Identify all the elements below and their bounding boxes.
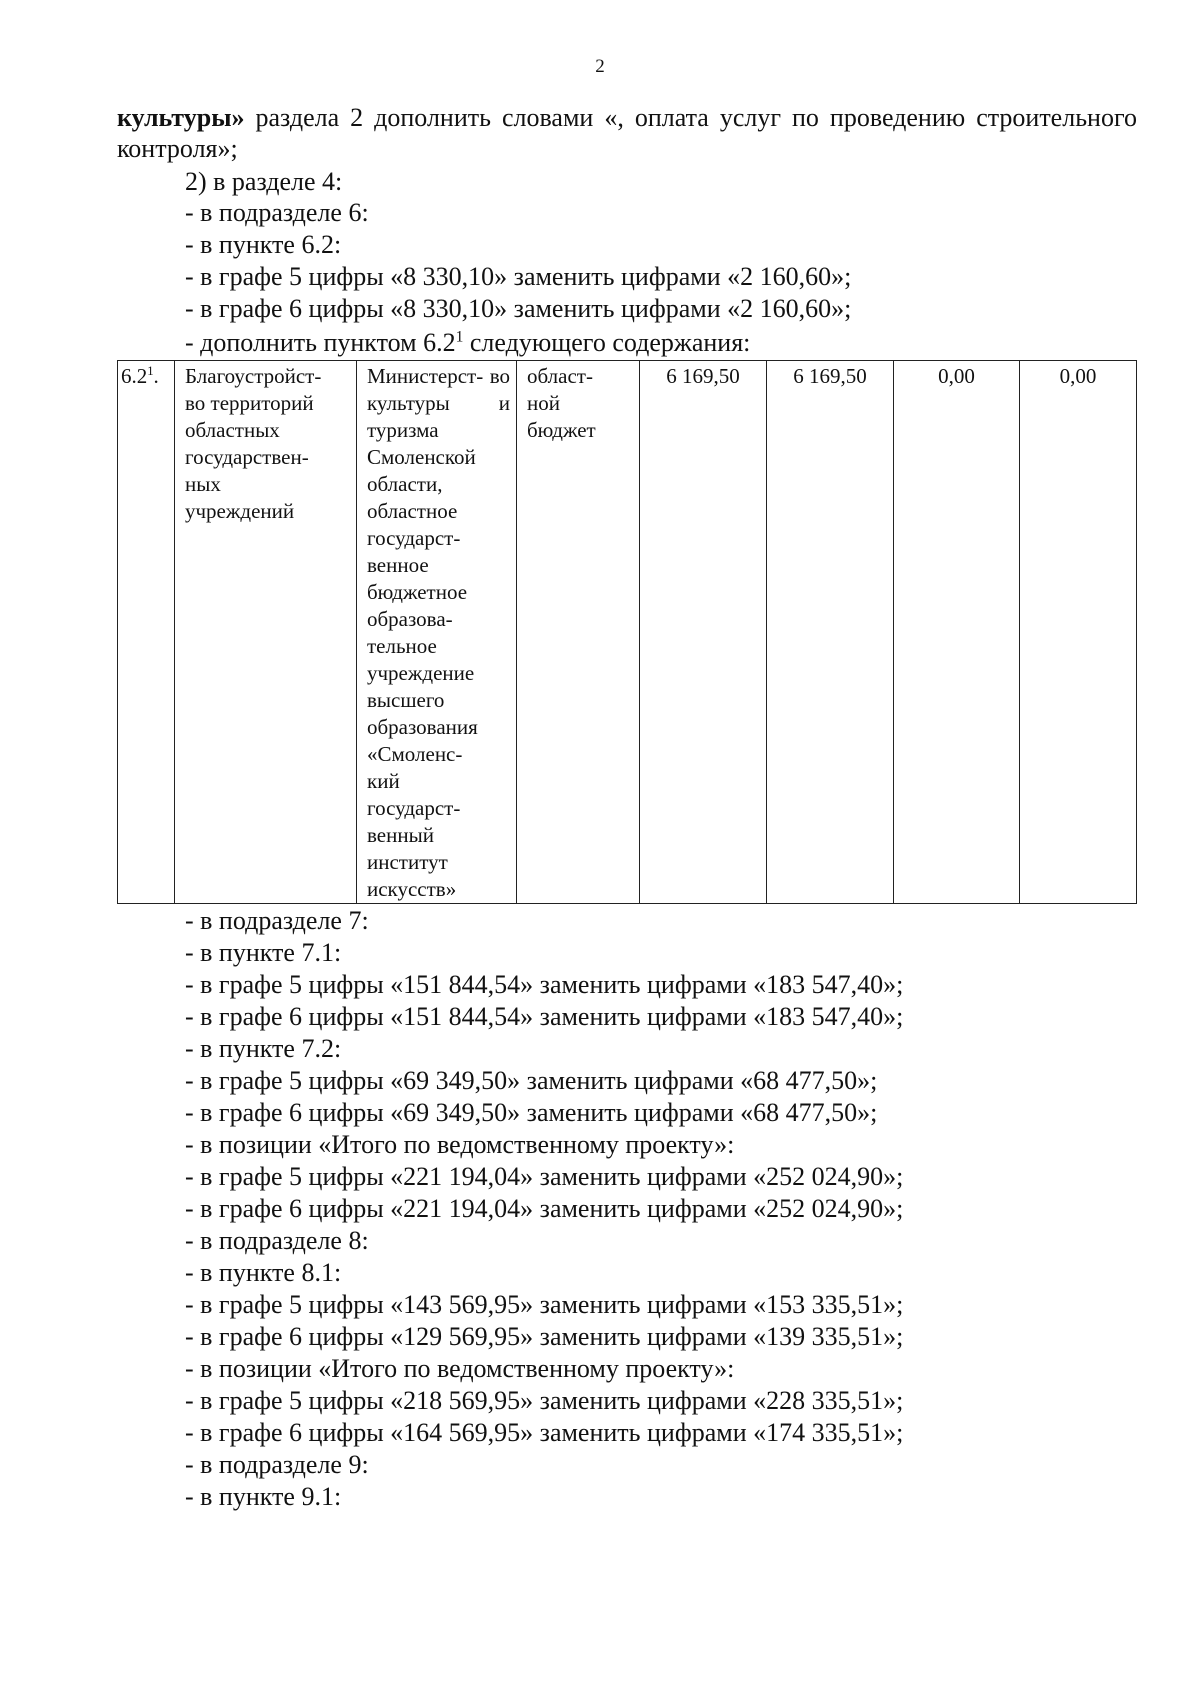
col6-change-7-1: - в графе 6 цифры «151 844,54» заменить цифрами «183 547,40»; [185, 1002, 904, 1031]
intro-bold-lead: культуры» [117, 103, 245, 132]
value-cell-col8: 0,00 [1020, 361, 1137, 904]
executor-first-lines: Министерст- во культуры и туризма [367, 364, 510, 442]
subsection-8-line: - в подразделе 8: [185, 1226, 369, 1255]
subsection-7-line: - в подразделе 7: [185, 906, 369, 935]
add-point-sup: 1 [455, 328, 464, 346]
point-9-1-line: - в пункте 9.1: [185, 1482, 342, 1511]
col5-change-7-1: - в графе 5 цифры «151 844,54» заменить цифрами «183 547,40»; [185, 970, 904, 999]
col6-change-7-2: - в графе 6 цифры «69 349,50» заменить цифрами «68 477,50»; [185, 1098, 878, 1127]
col6-change-total-7: - в графе 6 цифры «221 194,04» заменить цифрами «252 024,90»; [185, 1194, 904, 1223]
table-row [118, 361, 1137, 904]
col6-change-8-1: - в графе 6 цифры «129 569,95» заменить цифрами «139 335,51»; [185, 1322, 904, 1351]
point-6-2-line: - в пункте 6.2: [185, 230, 342, 259]
event-name-cell: Благоустройст- во территорий областных государствен- ных учреждений [175, 361, 357, 904]
add-point-before: - дополнить пунктом 6.2 [185, 328, 456, 357]
point-7-1-line: - в пункте 7.1: [185, 938, 342, 967]
total-position-line-7: - в позиции «Итого по ведомственному проекту»: [185, 1130, 735, 1159]
subsection-6-line: - в подразделе 6: [185, 198, 369, 227]
col5-change-6-2: - в графе 5 цифры «8 330,10» заменить цифрами «2 160,60»; [185, 262, 852, 291]
col5-change-total-8: - в графе 5 цифры «218 569,95» заменить цифрами «228 335,51»; [185, 1386, 904, 1415]
value-cell-col5: 6 169,50 [640, 361, 767, 904]
col5-change-7-2: - в графе 5 цифры «69 349,50» заменить цифрами «68 477,50»; [185, 1066, 878, 1095]
funding-source-cell: област- ной бюджет [517, 361, 640, 904]
row-number-cell: $6.2^1$. [118, 361, 175, 904]
executor-cell: Министерст- во культуры и туризма Смоленской области, областное государст- венное бюджетное образова- тельное учреждение высшего образования «Смоленс- кий государст- венный институт искусств» [357, 361, 517, 904]
intro-text: раздела 2 дополнить словами «, оплата услуг по проведению строительного контроля»; [117, 103, 1137, 163]
value-cell-col6: 6 169,50 [767, 361, 894, 904]
subsection-9-line: - в подразделе 9: [185, 1450, 369, 1479]
total-position-line-8: - в позиции «Итого по ведомственному проекту»: [185, 1354, 735, 1383]
add-point-line [185, 328, 750, 358]
col5-change-total-7: - в графе 5 цифры «221 194,04» заменить цифрами «252 024,90»; [185, 1162, 904, 1191]
section-4-heading: 2) в разделе 4: [185, 167, 343, 196]
intro-paragraph [117, 102, 1137, 164]
row-number-sup: 1 [147, 364, 154, 378]
value-cell-col7: 0,00 [894, 361, 1020, 904]
col6-change-6-2: - в графе 6 цифры «8 330,10» заменить цифрами «2 160,60»; [185, 294, 852, 323]
point-8-1-line: - в пункте 8.1: [185, 1258, 342, 1287]
point-7-2-line: - в пункте 7.2: [185, 1034, 342, 1063]
col5-change-8-1: - в графе 5 цифры «143 569,95» заменить цифрами «153 335,51»; [185, 1290, 904, 1319]
amendment-table [117, 360, 1137, 904]
col6-change-total-8: - в графе 6 цифры «164 569,95» заменить цифрами «174 335,51»; [185, 1418, 904, 1447]
add-point-after: следующего содержания: [463, 328, 751, 357]
page-number: 2 [595, 56, 605, 77]
